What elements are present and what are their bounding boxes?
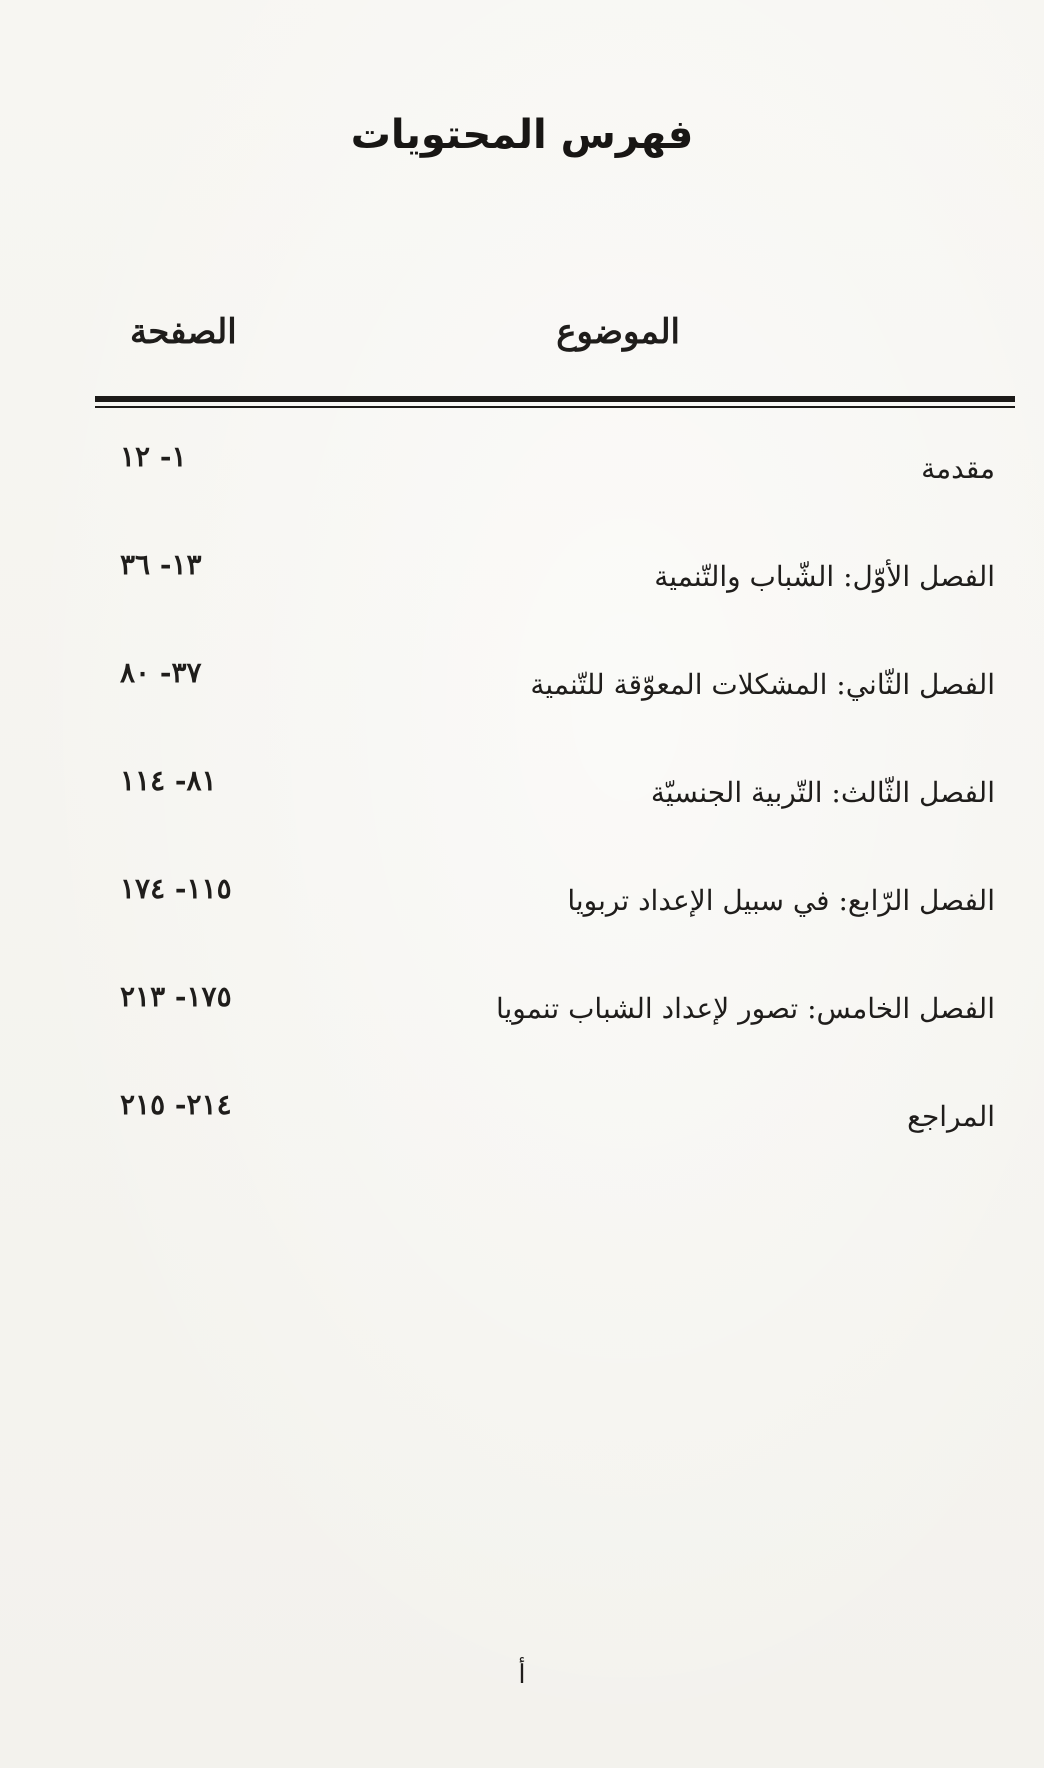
- toc-entry-title: الفصل الأوّل: الشّباب والتّنمية: [654, 560, 995, 593]
- page-title: فهرس المحتويات: [350, 112, 694, 158]
- toc-entry-title: الفصل الخامس: تصور لإعداد الشباب تنمويا: [495, 992, 995, 1025]
- toc-entry-pages: ١٧٥- ٢١٣: [120, 980, 232, 1013]
- page-column-header: الصفحة: [130, 312, 237, 352]
- header-divider-thin: [95, 406, 1015, 408]
- toc-list: [95, 430, 1015, 1186]
- toc-entry[interactable]: [95, 1078, 1015, 1186]
- page-number: أ: [518, 1660, 526, 1690]
- toc-entry[interactable]: [95, 862, 1015, 970]
- toc-entry-pages: ١١٥- ١٧٤: [120, 872, 232, 905]
- toc-entry-title: مقدمة: [921, 452, 995, 485]
- toc-entry[interactable]: [95, 970, 1015, 1078]
- toc-entry-title: الفصل الثّالث: التّربية الجنسيّة: [650, 776, 995, 809]
- toc-entry-title: الفصل الرّابع: في سبيل الإعداد تربويا: [567, 884, 995, 917]
- header-divider-thick: [95, 396, 1015, 402]
- toc-entry[interactable]: [95, 754, 1015, 862]
- toc-header: [95, 312, 1015, 372]
- toc-entry[interactable]: [95, 430, 1015, 538]
- toc-entry-pages: ٨١- ١١٤: [120, 764, 217, 797]
- subject-column-header: الموضوع: [556, 312, 680, 352]
- toc-entry[interactable]: [95, 538, 1015, 646]
- toc-entry-pages: ٣٧- ٨٠: [120, 656, 202, 689]
- toc-entry-pages: ١٣- ٣٦: [120, 548, 202, 581]
- toc-entry[interactable]: [95, 646, 1015, 754]
- toc-entry-pages: ١- ١٢: [120, 440, 187, 473]
- toc-entry-title: الفصل الثّاني: المشكلات المعوّقة للتّنمية: [530, 668, 995, 701]
- toc-entry-pages: ٢١٤- ٢١٥: [120, 1088, 232, 1121]
- toc-entry-title: المراجع: [907, 1100, 995, 1133]
